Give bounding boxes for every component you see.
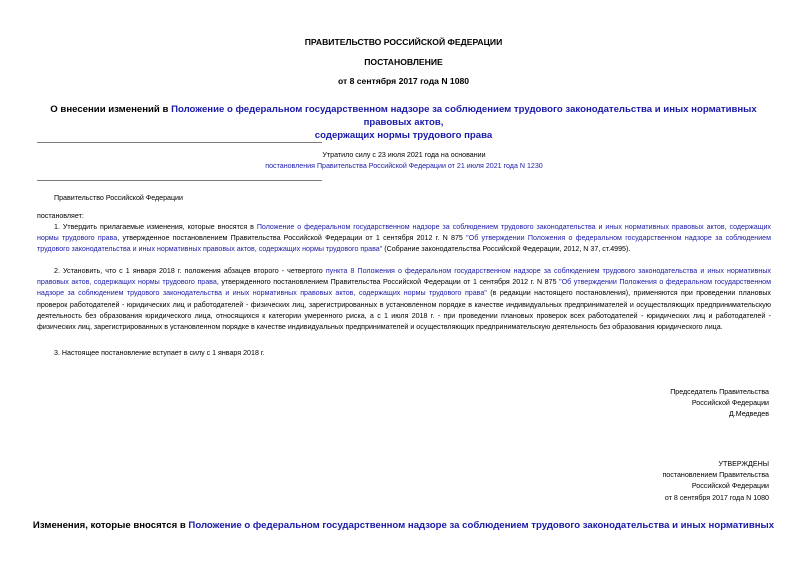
title-prefix: О внесении изменений в — [50, 104, 172, 115]
signature-country: Российской Федерации — [691, 399, 769, 408]
signature-block — [470, 387, 769, 421]
approved-country: Российской Федерации — [691, 482, 769, 491]
paragraph-1: 1. Утвердить прилагаемые изменения, которые вносятся в Положение о федеральном государственном надзоре за соблюдением трудового законодательства и иных нормативных правовых актов, содержащих нормы трудового права, утвержденное постановлением Правительства Российской Федерации от 1 сентября 2012 г. N 875 "Об утверждении Положения о федеральном государственном надзоре за соблюдением трудового законодательства и иных нормативных правовых актов, содержащих нормы трудового права" (Собрание законодательства Российской Федерации, 2012, N 37, ст.4995). — [37, 223, 771, 254]
document-title — [30, 103, 777, 142]
approval-block — [470, 459, 769, 504]
document-type: ПОСТАНОВЛЕНИЕ — [364, 57, 443, 67]
p1-regulation-link[interactable]: Положение о федеральном государственном надзоре за соблюдением трудового законодательства и иных нормативных правовых актов, содержащих нормы трудового права — [37, 223, 771, 243]
status-rule-top — [37, 142, 322, 143]
signature-position: Председатель Правительства — [670, 388, 769, 396]
status-text: Утратило силу с 23 июля 2021 года на основании — [322, 151, 486, 159]
changes-title — [0, 519, 807, 532]
approved-date: от 8 сентября 2017 года N 1080 — [664, 493, 769, 502]
approved-label: УТВЕРЖДЕНЫ — [718, 460, 769, 468]
paragraph-2: 2. Установить, что с 1 января 2018 г. положения абзацев второго - четвертого пункта 8 Положения о федеральном государственном надзоре за соблюдением трудового законодательства и иных нормативных правовых актов, содержащих нормы трудового права, утвержденного постановлением Правительства Российской Федерации от 1 сентября 2012 г. N 875 "Об утверждении Положения о федеральном государственном надзоре за соблюдением трудового законодательства и иных нормативных правовых актов, содержащих нормы трудового права" (в редакции настоящего постановления), применяются при проведении плановых проверок работодателей - юридических лиц и работодателей - физических лиц, зарегистрированных в установленном порядке в качестве индивидуальных предпринимателей и осуществляющих предпринимательскую деятельность без образования юридического лица, относящихся к категории умеренного риска, а с 1 июля 2018 г. - при проведении плановых проверок всех работодателей - юридических лиц и работодателей - физических лиц, зарегистрированных в установленном порядке в качестве индивидуальных предпринимателей и осуществляющих предпринимательскую деятельность без образования юридического лица. — [37, 267, 771, 332]
changes-title-prefix: Изменения, которые вносятся в — [32, 520, 189, 531]
status-repeal-link[interactable]: постановления Правительства Российской Федерации от 21 июля 2021 года N 1230 — [265, 162, 543, 171]
signature-name: Д.Медведев — [728, 410, 769, 419]
status-rule-bottom — [37, 180, 322, 181]
changes-regulation-link[interactable]: Положение о федеральном государственном надзоре за соблюдением трудового законодательства и иных нормативных — [188, 520, 775, 531]
government-heading: ПРАВИТЕЛЬСТВО РОССИЙСКОЙ ФЕДЕРАЦИИ — [304, 37, 503, 47]
p2-clause-link[interactable]: пункта 8 Положения о федеральном государственном надзоре за соблюдением трудового законодательства и иных нормативных правовых актов, содержащих нормы трудового права — [37, 267, 771, 287]
body-intro: Правительство Российской Федерации — [54, 194, 183, 202]
body-decrees: постановляет: — [37, 212, 84, 220]
title-regulation-link[interactable]: Положение о федеральном государственном надзоре за соблюдением трудового законодательства и иных нормативных правовых актов, содержащих нормы трудового права — [171, 104, 757, 141]
status-block — [37, 150, 771, 172]
approved-by: постановлением Правительства — [662, 471, 769, 480]
paragraph-3: 3. Настоящее постановление вступает в силу с 1 января 2018 г. — [54, 349, 265, 357]
document-date-number: от 8 сентября 2017 года N 1080 — [337, 76, 470, 86]
p1-decree-link[interactable]: "Об утверждении Положения о федеральном государственном надзоре за соблюдением трудового законодательства и иных нормативных правовых актов, содержащих нормы трудового права" — [37, 234, 771, 254]
p2-decree-link[interactable]: "Об утверждении Положения о федеральном государственном надзоре за соблюдением трудового законодательства и иных нормативных правовых актов, содержащих нормы трудового права" — [37, 278, 771, 298]
